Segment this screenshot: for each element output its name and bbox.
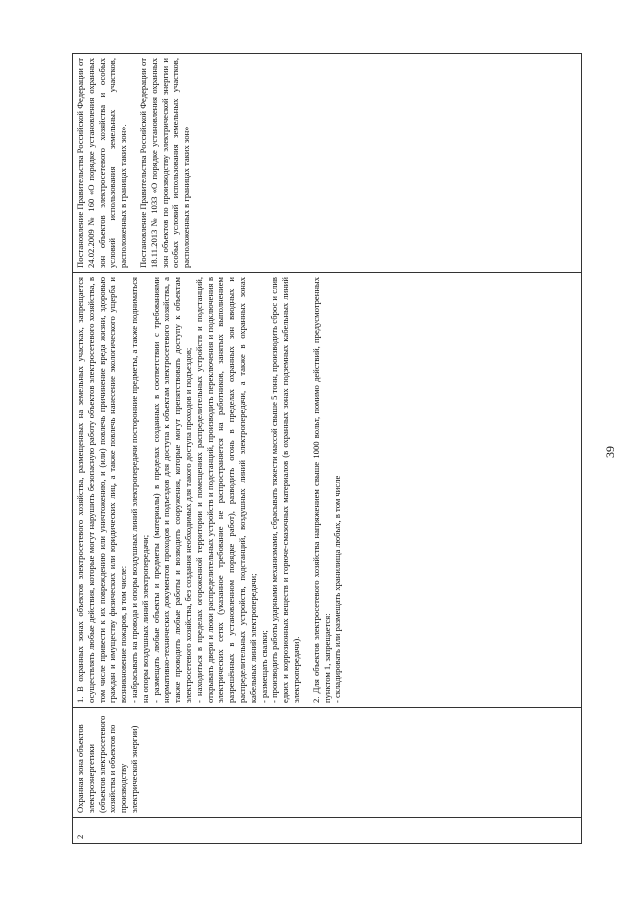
- requirement-paragraph: - складировать или размещать хранилища любых, в том числе: [332, 475, 343, 703]
- requirement-paragraph: - размещать любые объекты и предметы (материалы) в пределах созданных в соответствии с требованиями нормативно-технических документов проходов и подъездов для доступа к объектам электросетевого хозяйства, а также проводить любые работы и возводить сооружения, которые могут препятствовать доступу к объектам электросетевого хозяйства, без создания необходимых для такого доступа проходов и подъездов;: [150, 277, 193, 703]
- requirement-paragraph: - размещать свалки;: [258, 630, 269, 703]
- legal-act: Постановление Правительства Российской Федерации от 18.11.2013 № 1033 «О порядке установления охранных зон объектов по производству электрической энергии и особых условий использования земельных участков, расположенных в границах таких зон»: [137, 58, 192, 268]
- requirement-paragraph: - набрасывать на провода и опоры воздушных линий электропередачи посторонние предметы, а также подниматься на опоры воздушных линий электропередачи;: [128, 277, 150, 703]
- legal-act: Постановление Правительства Российской Федерации от 24.02.2009 № 160 «О порядке установления охранных зон объектов электросетевого хозяйства и особых условий использования земельных участков, расположенных в границах таких зон».: [75, 58, 129, 268]
- row-number-cell: [73, 818, 582, 844]
- row-number: 2: [75, 834, 85, 839]
- zone-requirements-table: [72, 53, 582, 844]
- requirement-paragraph: 2. Для объектов электросетевого хозяйства напряжением свыше 1000 вольт, помимо действий, предусмотренных пунктом 1, запрещается:: [310, 277, 332, 703]
- legal-acts-cell: [73, 54, 582, 273]
- object-name: Охранная зона объектов электроэнергетики (объектов электросетевого хозяйства и объектов по производству электрической энергии): [75, 715, 139, 813]
- object-name-cell: [73, 708, 582, 818]
- landscape-table-container: [72, 54, 582, 844]
- requirement-paragraph: - находиться в пределах огороженной территории и помещениях распределительных устройств и подстанций, открывать двери и люки распределительных устройств и подстанций, производить переключения и подключения в электрических сетях (указанное требование не распространяется на работников, занятых выполнением разрешённых в установленном порядке работ), разводить огонь в пределах охранных зон вводных и распределительных устройств, подстанций, воздушных линий электропередачи, а также в охранных зонах кабельных линий электропередачи;: [193, 277, 258, 703]
- table-row: [73, 54, 582, 844]
- requirements-cell: [73, 273, 582, 708]
- requirement-paragraph: 1. В охранных зонах объектов электросетевого хозяйства, размещенных на земельных участках, запрещается осуществлять любые действия, которые могут нарушить безопасную работу объектов электросетевого хозяйства, в том числе привести к их повреждению или уничтожению, и (или) повлечь причинение вреда жизни, здоровью граждан и имуществу физических или юридических лиц, а также повлечь нанесение экологического ущерба и возникновение пожаров, в том числе:: [75, 277, 129, 703]
- table-rotator: [72, 54, 582, 844]
- page-number: 39: [603, 446, 617, 458]
- requirement-paragraph: - производить работы ударными механизмами, сбрасывать тяжести массой свыше 5 тонн, производить сброс и слив едких и коррозионных веществ и горюче-смазочных материалов (в охранных зонах подземных кабельных линий электропередачи).: [269, 277, 301, 703]
